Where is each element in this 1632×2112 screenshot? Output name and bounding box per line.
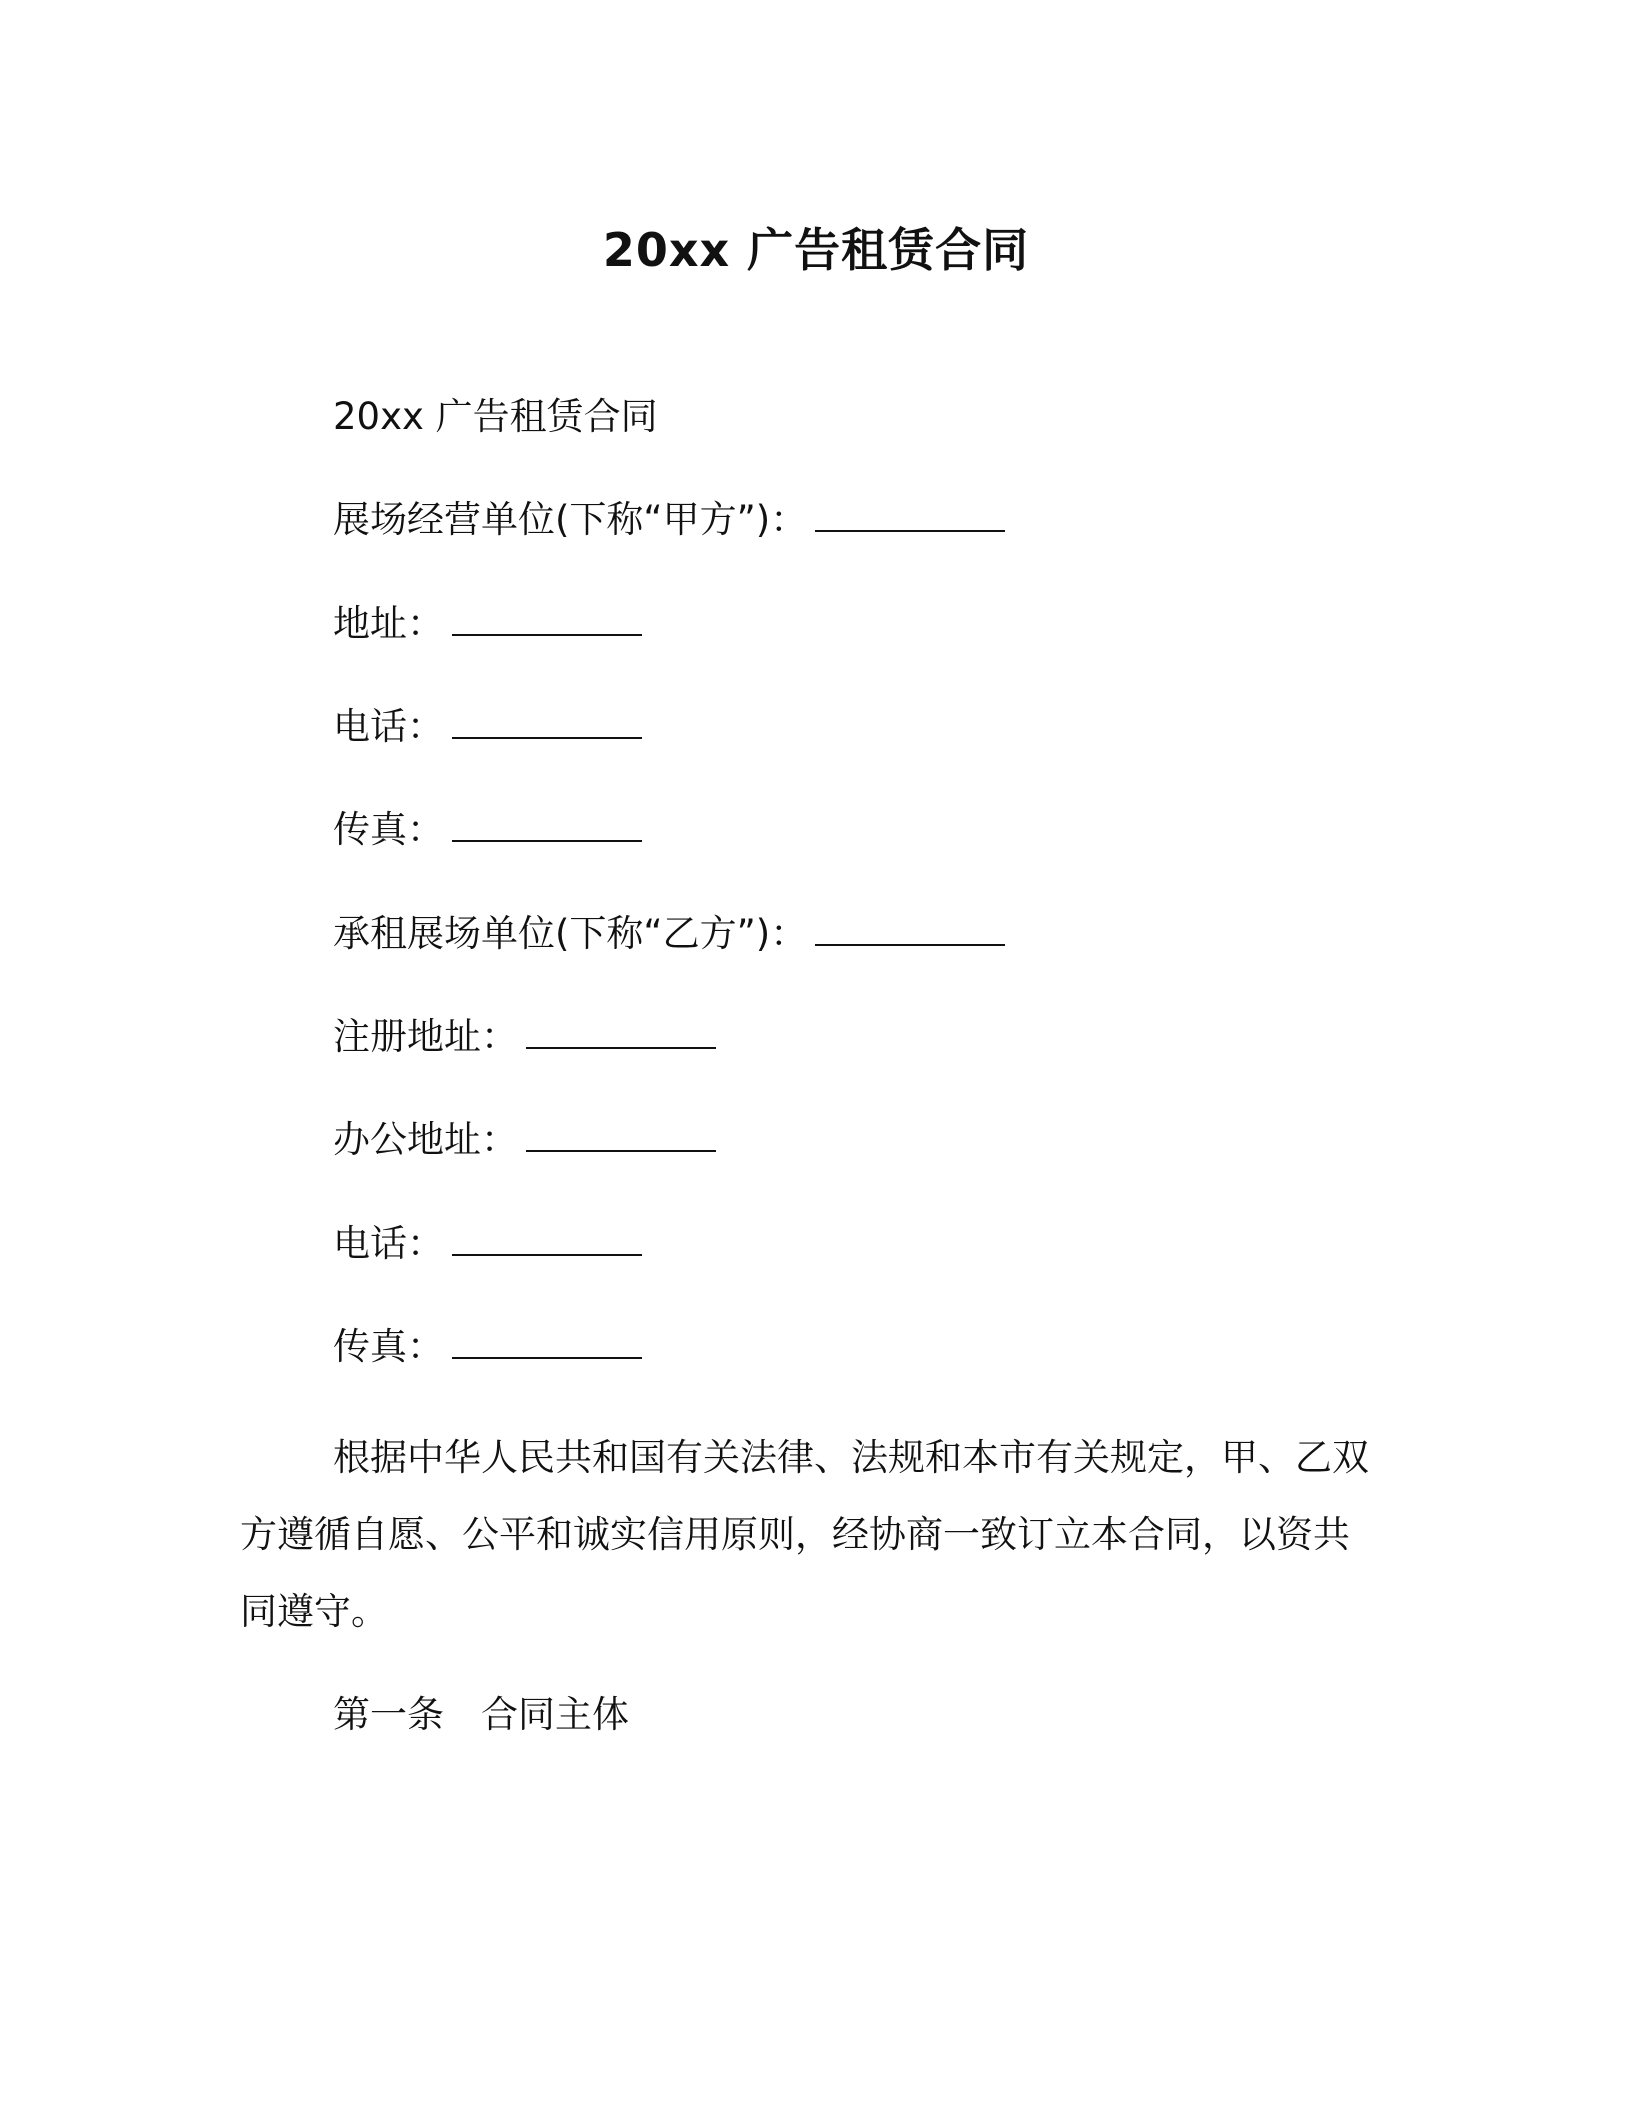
party-b-office-address-line	[333, 1117, 716, 1163]
party-b-unit-line	[333, 911, 1005, 957]
party-a-address-line	[333, 601, 642, 647]
party-b-unit-label: 承租展场单位(下称“乙方”)：	[333, 912, 808, 955]
party-a-address-blank	[452, 604, 642, 636]
party-b-unit-blank	[815, 914, 1005, 946]
party-a-unit-label: 展场经营单位(下称“甲方”)：	[333, 498, 808, 541]
party-a-phone-line	[333, 704, 642, 750]
party-a-fax-line	[333, 807, 642, 853]
party-b-registered-address-blank	[526, 1017, 716, 1049]
party-a-unit-blank	[815, 500, 1005, 532]
party-b-phone-label: 电话：	[333, 1222, 444, 1265]
party-a-phone-blank	[452, 707, 642, 739]
party-a-phone-label: 电话：	[333, 705, 444, 748]
preamble-line-1: 根据中华人民共和国有关法律、法规和本市有关规定，甲、乙双	[333, 1436, 1369, 1479]
party-b-phone-line	[333, 1221, 642, 1267]
party-a-unit-line	[333, 497, 1005, 543]
preamble-line-3: 同遵守。	[240, 1590, 388, 1633]
preamble-line-2: 方遵循自愿、公平和诚实信用原则，经协商一致订立本合同，以资共	[240, 1513, 1350, 1556]
party-b-fax-blank	[452, 1327, 642, 1359]
party-b-fax-label: 传真：	[333, 1325, 444, 1368]
party-b-office-address-label: 办公地址：	[333, 1118, 518, 1161]
party-a-address-label: 地址：	[333, 602, 444, 645]
party-b-phone-blank	[452, 1224, 642, 1256]
party-a-fax-label: 传真：	[333, 808, 444, 851]
party-a-fax-blank	[452, 810, 642, 842]
document-title: 20xx 广告租赁合同	[602, 223, 1030, 277]
document-subtitle: 20xx 广告租赁合同	[333, 395, 658, 438]
party-b-registered-address-line	[333, 1014, 716, 1060]
article-1-heading: 第一条 合同主体	[333, 1693, 629, 1736]
party-b-office-address-blank	[526, 1120, 716, 1152]
party-b-fax-line	[333, 1324, 642, 1370]
party-b-registered-address-label: 注册地址：	[333, 1015, 518, 1058]
